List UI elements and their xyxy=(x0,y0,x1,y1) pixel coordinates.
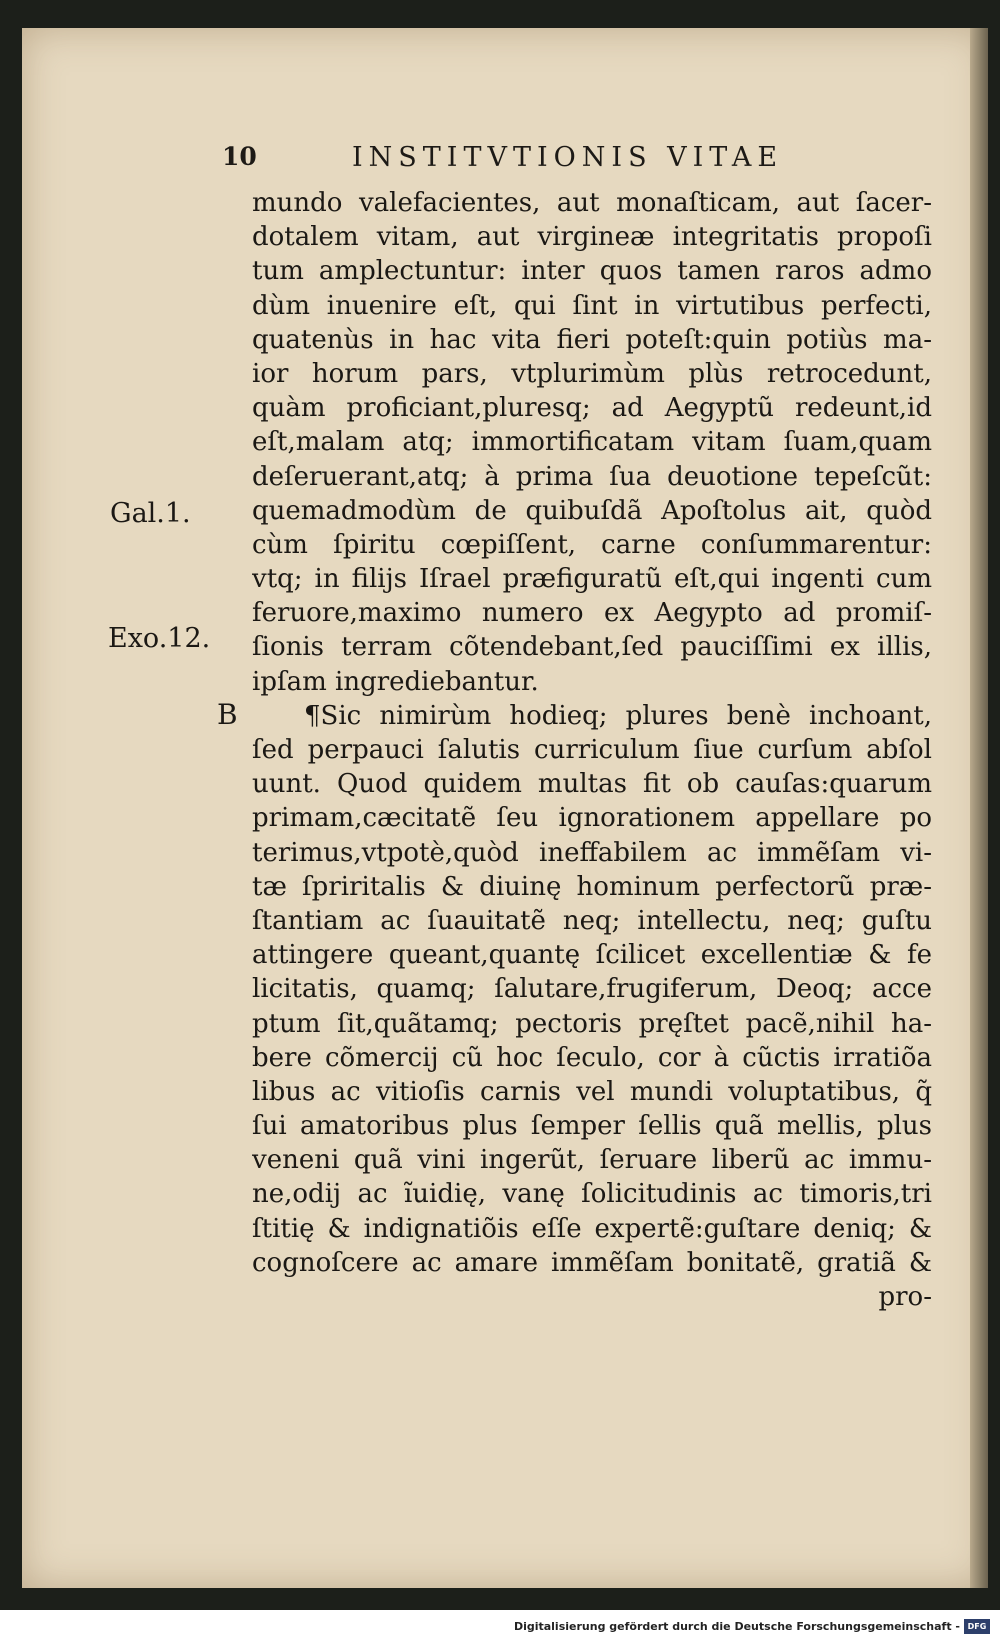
text-line: deſeruerant,atq; à prima ſua deuotione tepeſcũt: xyxy=(252,461,932,492)
page-number: 10 xyxy=(222,142,257,171)
text-line: tum amplectuntur: inter quos tamen raros admo xyxy=(252,256,932,287)
text-line: ſui amatoribus plus ſemper ſellis quã mellis, plus xyxy=(252,1111,932,1142)
text-line: cognoſcere ac amare immẽſam bonitatẽ, gratiã & xyxy=(252,1247,932,1278)
text-line: tæ ſpriritalis & diuinę hominum perfectorũ præ- xyxy=(252,871,932,902)
text-line: eſt,malam atq; immortificatam vitam ſuam,quam xyxy=(252,427,932,458)
text-line: quatenùs in hac vita fieri poteſt:quin potiùs ma- xyxy=(252,324,932,355)
funding-credit: Digitalisierung gefördert durch die Deutsche Forschungsgemeinschaft - xyxy=(513,1620,960,1633)
text-line: ipſam ingrediebantur. xyxy=(252,666,539,697)
text-line: ſtitię & indignatiõis eſſe expertẽ:guſtare deniq; & xyxy=(252,1213,932,1244)
body-text xyxy=(252,186,932,1314)
text-line: mundo valefacientes, aut monaſticam, aut ſacer- xyxy=(252,188,932,218)
text-line: licitatis, quamq; ſalutare,frugiferum, Deoq; acce xyxy=(252,974,932,1005)
text-line: dotalem vitam, aut virgineæ integritatis propoſi xyxy=(252,222,932,253)
margin-note-section-b: B xyxy=(217,698,238,731)
text-line: terimus,vtpotè,quòd ineffabilem ac immẽſam vi- xyxy=(252,837,932,868)
text-line: veneni quã vini ingerũt, ſeruare liberũ ac immu- xyxy=(252,1145,932,1176)
margin-note-gal: Gal.1. xyxy=(110,498,191,529)
dfg-logo-icon: DFG xyxy=(964,1619,990,1634)
text-line: ſionis terram cõtendebant,ſed pauciſſimi ex illis, xyxy=(252,632,932,663)
text-line: ne,odij ac ĩuidię, vanę ſolicitudinis ac timoris,tri xyxy=(252,1179,932,1210)
text-line: primam,cæcitatẽ ſeu ignorationem appellare po xyxy=(252,803,932,834)
text-line: quemadmodùm de quibuſdã Apoſtolus ait, quòd xyxy=(252,495,932,526)
book-spine xyxy=(970,28,988,1588)
text-line: ptum ſit,quãtamq; pectoris pręſtet pacẽ,nihil ha- xyxy=(252,1008,932,1039)
catchword: pro- xyxy=(878,1282,932,1312)
text-line: ¶Sic nimirùm hodieq; plures benè inchoant, xyxy=(304,700,932,731)
text-line: feruore,maximo numero ex Aegypto ad promiſ- xyxy=(252,598,932,629)
text-line: bere cõmercij cũ hoc ſeculo, cor à cũctis irratiõa xyxy=(252,1042,932,1073)
text-line: ior horum pars, vtplurimùm plùs retrocedunt, xyxy=(252,358,932,389)
text-line: ſed perpauci ſalutis curriculum ſiue curſum abſol xyxy=(252,735,932,765)
text-line: cùm ſpiritu cœpiſſent, carne conſummarentur: xyxy=(252,529,932,560)
text-line: libus ac vitioſis carnis vel mundi voluptatibus, q̃ xyxy=(252,1076,932,1107)
text-line: quàm proficiant,pluresq; ad Aegyptũ redeunt,id xyxy=(252,393,932,424)
text-line: ſtantiam ac ſuauitatẽ neq; intellectu, neq; guſtu xyxy=(252,905,932,936)
text-line: dùm inuenire eſt, qui ſint in virtutibus perfecti, xyxy=(252,290,932,321)
digitization-footer xyxy=(0,1614,1000,1644)
text-line: vtq; in filijs Iſrael præfiguratũ eſt,qui ingenti cum xyxy=(252,564,932,595)
running-head xyxy=(22,138,988,178)
text-line: attingere queant,quantę ſcilicet excellentiæ & fe xyxy=(252,940,932,971)
margin-note-exo: Exo.12. xyxy=(108,623,211,654)
book-page xyxy=(22,28,988,1588)
text-line: uunt. Quod quidem multas fit ob cauſas:quarum xyxy=(252,769,932,800)
running-title: INSTITVTIONIS VITAE xyxy=(352,142,784,173)
